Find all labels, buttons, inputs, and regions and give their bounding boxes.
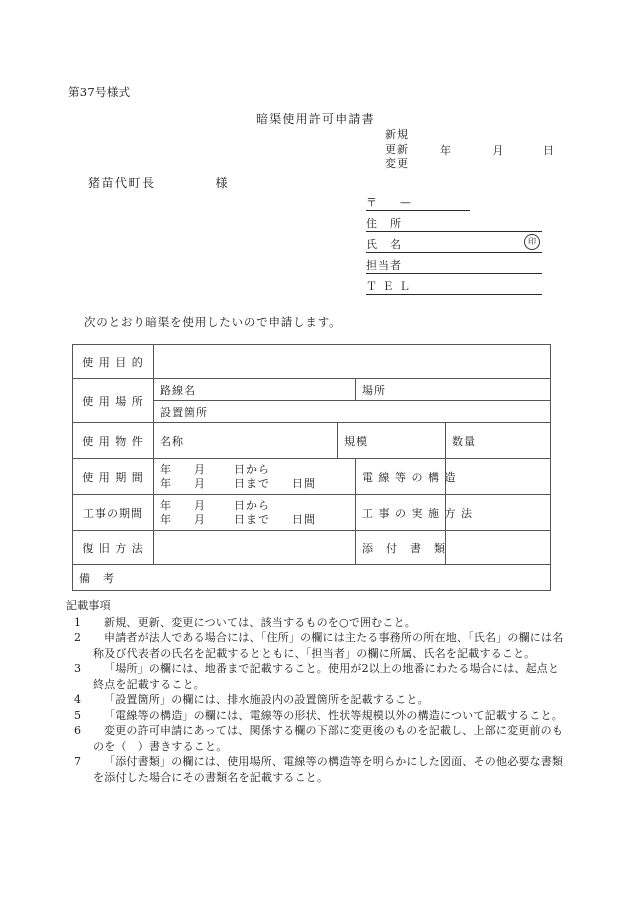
table-row-restore bbox=[73, 531, 551, 565]
date-year-label: 年 bbox=[440, 144, 452, 157]
attachment-label: 添 付 書 類 bbox=[356, 531, 446, 565]
place-sub-cell[interactable]: 場所 bbox=[356, 379, 551, 401]
address-label: 住 所 bbox=[366, 217, 402, 230]
purpose-label: 使 用 目 的 bbox=[73, 345, 154, 379]
note-number: 3 bbox=[74, 662, 82, 675]
note-text: 「添付書類」の欄には、使用場所、電線等の構造等を明らかにした図面、その他必要な書類を添付した場合にその書類名を記載すること。 bbox=[93, 755, 564, 784]
note-item bbox=[66, 661, 564, 692]
use-total-days: 日間 bbox=[292, 476, 316, 490]
work-method-label: 工 事 の 実 施 方 法 bbox=[356, 495, 446, 531]
name-field[interactable] bbox=[366, 232, 542, 253]
note-text: 変更の許可申請にあっては、関係する欄の下部に変更後のものを記載し、上部に変更前のものを（ ）書きすること。 bbox=[93, 724, 564, 753]
note-item bbox=[66, 692, 564, 708]
application-kind-renewal: 更新 bbox=[385, 142, 409, 156]
application-kind-change: 変更 bbox=[385, 157, 409, 170]
route-name-cell[interactable]: 路線名 bbox=[154, 379, 356, 401]
name-label: 氏 名 bbox=[366, 238, 402, 251]
use-from-day: 日から bbox=[234, 462, 270, 476]
date-month-label: 月 bbox=[492, 144, 505, 157]
work-total-days: 日間 bbox=[292, 512, 316, 526]
contact-person-label: 担当者 bbox=[366, 259, 402, 272]
work-to-month: 月 bbox=[194, 512, 206, 526]
postal-code-label: 〒 bbox=[366, 196, 378, 209]
note-text: 「場所」の欄には、地番まで記載すること。使用が2以上の地番にわたる場合には、起点と終点を記載すること。 bbox=[93, 662, 560, 691]
restore-label: 復 旧 方 法 bbox=[73, 531, 154, 565]
table-row-work-period bbox=[73, 495, 551, 531]
note-item bbox=[66, 630, 564, 661]
notes-section bbox=[66, 598, 564, 785]
form-number: 第37号様式 bbox=[68, 85, 131, 99]
wire-structure-value[interactable] bbox=[446, 459, 551, 495]
restore-value[interactable] bbox=[154, 531, 356, 565]
note-number: 4 bbox=[74, 693, 82, 706]
note-number: 2 bbox=[74, 631, 82, 644]
addressee bbox=[88, 174, 228, 191]
work-from-month: 月 bbox=[194, 498, 206, 512]
postal-code-field[interactable] bbox=[366, 190, 470, 211]
table-row-place-route bbox=[73, 379, 551, 401]
telephone-label: Ｔ Ｅ Ｌ bbox=[366, 280, 411, 293]
attachment-value[interactable] bbox=[446, 531, 551, 565]
work-period-from bbox=[160, 499, 349, 513]
note-item bbox=[66, 708, 564, 724]
use-period-dates[interactable] bbox=[154, 459, 356, 495]
addressee-name: 猪苗代町長 bbox=[88, 176, 156, 190]
use-to-day: 日まで bbox=[234, 476, 270, 490]
object-scale-cell[interactable]: 規模 bbox=[338, 423, 446, 459]
application-table bbox=[72, 344, 551, 591]
place-label: 使 用 場 所 bbox=[73, 379, 154, 423]
work-from-year: 年 bbox=[160, 498, 172, 512]
table-row-use-period bbox=[73, 459, 551, 495]
submission-date-line bbox=[440, 142, 555, 158]
note-number: 7 bbox=[74, 755, 82, 768]
remarks-cell[interactable]: 備 考 bbox=[73, 565, 551, 591]
application-kind-new: 新規 bbox=[385, 128, 409, 141]
note-text: 新規、更新、変更については、該当するものを○で囲むこと。 bbox=[104, 615, 416, 629]
note-item bbox=[66, 723, 564, 754]
note-text: 「設置箇所」の欄には、排水施設内の設置箇所を記載すること。 bbox=[104, 693, 429, 706]
seal-icon: 印 bbox=[524, 234, 540, 250]
use-to-year: 年 bbox=[160, 476, 172, 490]
use-period-to bbox=[160, 477, 349, 491]
addressee-honorific: 様 bbox=[215, 176, 228, 190]
work-to-year: 年 bbox=[160, 512, 172, 526]
lead-statement: 次のとおり暗渠を使用したいので申請します。 bbox=[84, 315, 342, 329]
table-row-object bbox=[73, 423, 551, 459]
contact-person-field[interactable] bbox=[366, 253, 542, 274]
postal-code-dash: — bbox=[400, 196, 412, 209]
document-title: 暗渠使用許可申請書 bbox=[256, 112, 375, 126]
work-period-to bbox=[160, 513, 349, 527]
work-from-day: 日から bbox=[234, 498, 270, 512]
note-item bbox=[66, 754, 564, 785]
note-item bbox=[66, 615, 564, 631]
note-text: 「電線等の構造」の欄には、電線等の形状、性状等規模以外の構造について記載すること。 bbox=[104, 708, 563, 722]
table-row-remarks bbox=[73, 565, 551, 591]
work-to-day: 日まで bbox=[234, 512, 270, 526]
use-from-year: 年 bbox=[160, 462, 172, 476]
wire-structure-label: 電 線 等 の 構 造 bbox=[356, 459, 446, 495]
object-label: 使 用 物 件 bbox=[73, 423, 154, 459]
application-kind-list bbox=[385, 128, 409, 172]
use-period-label: 使 用 期 間 bbox=[73, 459, 154, 495]
note-text: 申請者が法人である場合には、「住所」の欄には主たる事務所の所在地、「氏名」の欄には名称及び代表者の氏名を記載するとともに、「担当者」の欄に所属、氏名を記載すること。 bbox=[93, 631, 564, 660]
applicant-fields bbox=[366, 190, 542, 295]
note-number: 6 bbox=[74, 724, 82, 737]
object-name-cell[interactable]: 名称 bbox=[154, 423, 338, 459]
use-period-from bbox=[160, 463, 349, 477]
note-number: 5 bbox=[74, 708, 82, 722]
table-row-purpose bbox=[73, 345, 551, 379]
telephone-field[interactable] bbox=[366, 274, 542, 295]
purpose-value[interactable] bbox=[154, 345, 551, 379]
date-day-label: 日 bbox=[543, 144, 555, 157]
use-from-month: 月 bbox=[194, 462, 206, 476]
use-to-month: 月 bbox=[194, 476, 206, 490]
work-period-dates[interactable] bbox=[154, 495, 356, 531]
notes-title: 記載事項 bbox=[66, 599, 111, 612]
note-number: 1 bbox=[74, 615, 82, 629]
object-qty-cell[interactable]: 数量 bbox=[446, 423, 551, 459]
address-field[interactable] bbox=[366, 211, 542, 232]
install-point-cell[interactable]: 設置箇所 bbox=[154, 401, 551, 423]
work-period-label: 工事の期間 bbox=[73, 495, 154, 531]
